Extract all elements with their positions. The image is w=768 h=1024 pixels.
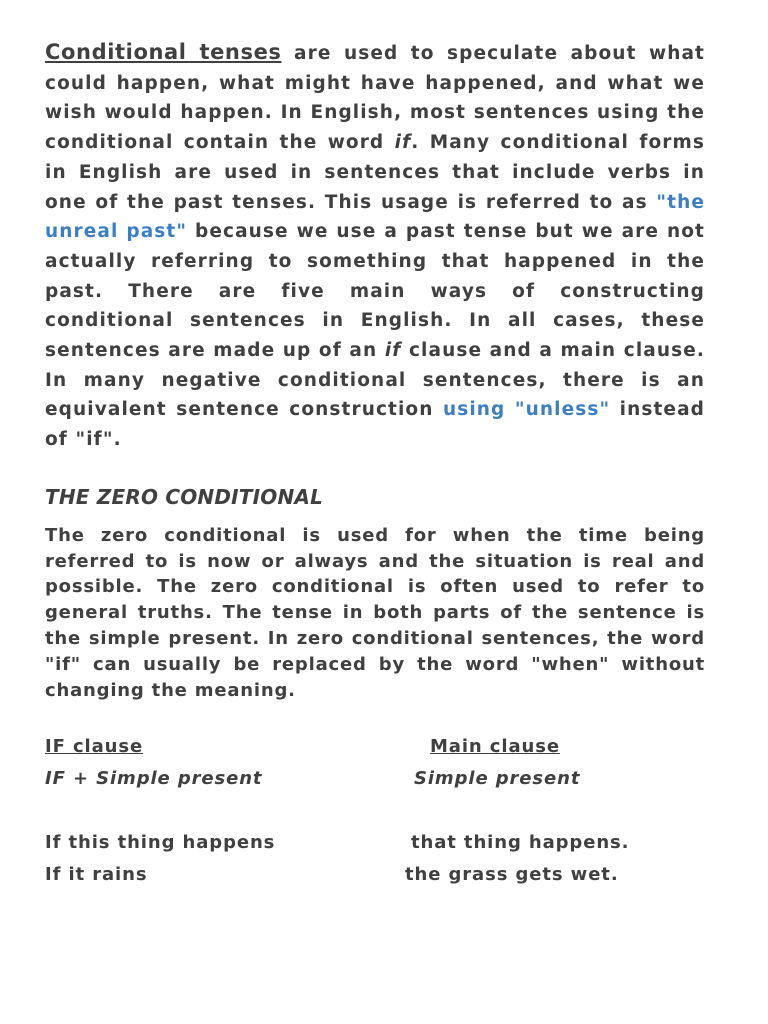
if-clause-formula: IF + Simple present [45, 768, 263, 790]
intro-text-4: clause and a main clause. In many negative conditional sentences, there is an equivalent sentence construction [45, 340, 705, 421]
unreal-past-link[interactable]: "the unreal past" [45, 191, 705, 243]
main-clause-formula: Simple present [414, 768, 581, 790]
zero-conditional-heading: THE ZERO CONDITIONAL [45, 484, 324, 509]
intro-text-1: are used to speculate about what could happen, what might have happened, and what we wish would happen. In English, most sentences using the conditional contain the word [45, 43, 705, 154]
zero-conditional-paragraph: The zero conditional is used for when the time being referred to is now or always and the situation is real and possible. The zero conditional is often used to refer to general truths. The tense in both parts of the sentence is the simple present. In zero conditional sentences, the word "if" can usually be replaced by the word "when" without changing the meaning. [45, 524, 705, 701]
example-row [45, 827, 705, 859]
if-clause-header: IF clause [45, 736, 144, 758]
if-word: if [394, 132, 412, 154]
example-if-part: If this thing happens [45, 832, 276, 854]
using-unless-link[interactable]: using "unless" [442, 399, 611, 421]
intro-text-2: . Many conditional forms in English are used in sentences that include verbs in one of the past tenses. This usage is referred to as [45, 132, 705, 213]
intro-text-3: because we use a past tense but we are not actually referring to something that happened in the past. There are five main ways of constructing conditional sentences in English. In all cases, these sentences are made up of an [45, 221, 705, 362]
if-word: if [384, 340, 402, 362]
structure-formula-row [45, 763, 705, 795]
intro-text-5: instead of "if". [45, 399, 706, 451]
conditional-structure-table [45, 731, 705, 891]
example-row [45, 859, 705, 891]
example-main-part: the grass gets wet. [405, 864, 619, 886]
intro-paragraph [45, 38, 705, 455]
structure-header-row [45, 731, 705, 763]
conditional-tenses-term: Conditional tenses [45, 40, 282, 64]
document-page [45, 38, 705, 891]
main-clause-header: Main clause [430, 736, 560, 758]
example-main-part: that thing happens. [411, 832, 630, 854]
example-if-part: If it rains [45, 864, 148, 886]
